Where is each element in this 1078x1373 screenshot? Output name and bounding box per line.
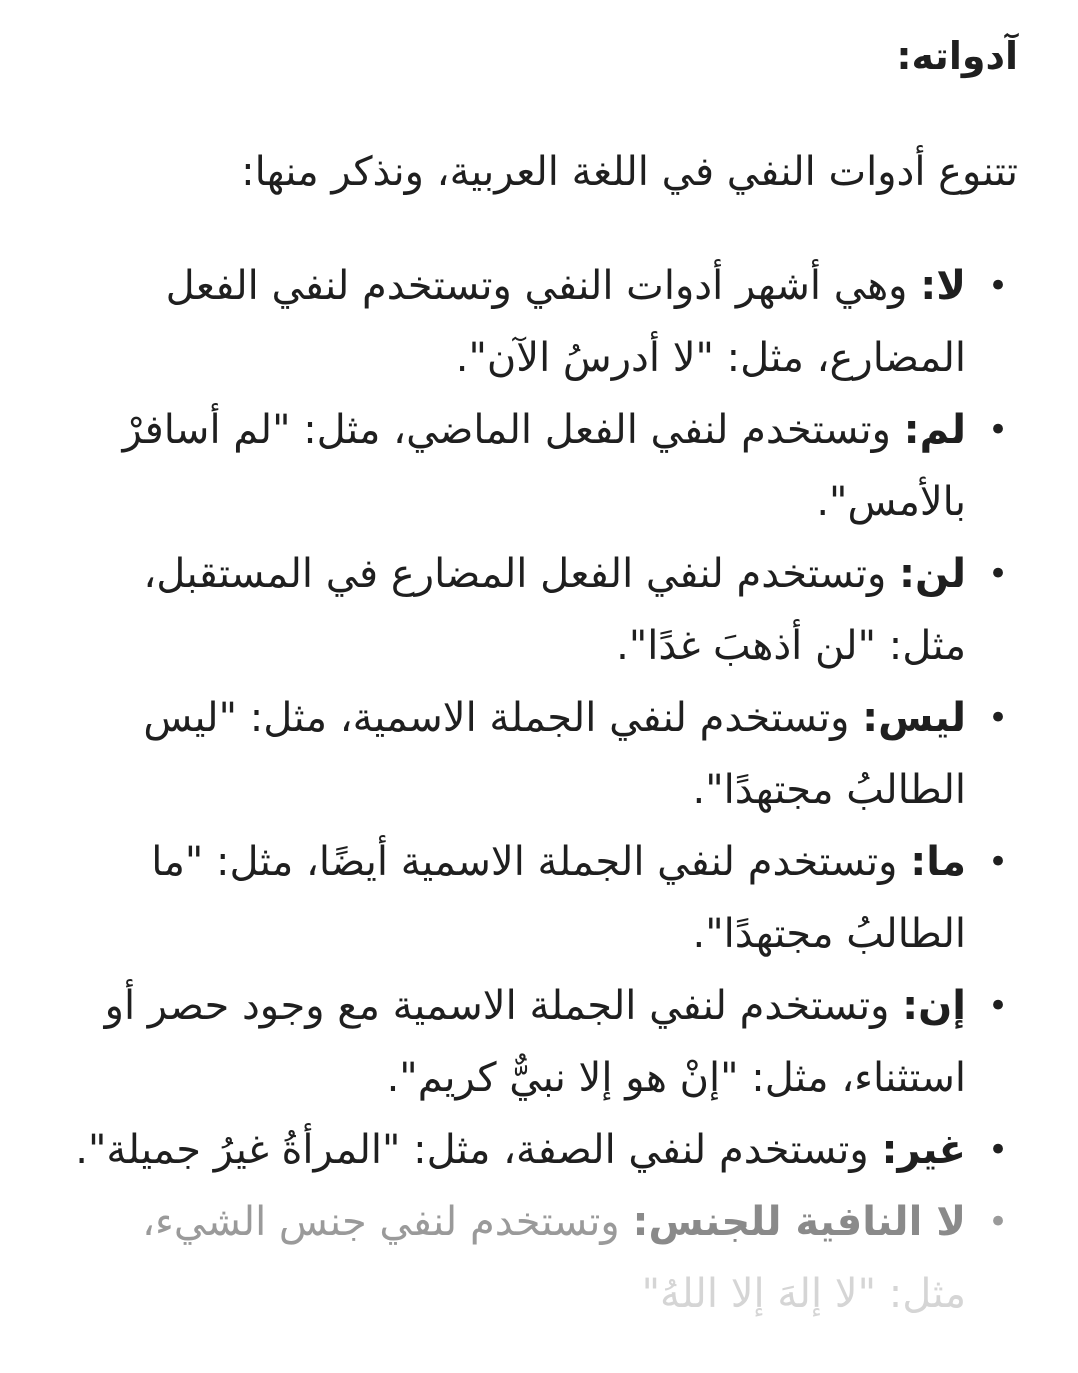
- item-text: وتستخدم لنفي الجملة الاسمية مع وجود حصر أو استثناء، مثل: "إنْ هو إلا نبيٌّ كريم".: [104, 983, 966, 1101]
- list-item-continuation: [60, 1258, 1018, 1330]
- bullet-icon: •: [987, 842, 1009, 882]
- item-term: إن:: [902, 983, 966, 1029]
- list-item: [60, 394, 1018, 538]
- item-term: لا:: [920, 263, 966, 309]
- list-item: [60, 1114, 1018, 1186]
- bullet-icon: •: [987, 986, 1009, 1026]
- article-content: [60, 0, 1018, 1330]
- item-text-cut: مثل: "لا إلهَ إلا اللهُ": [641, 1271, 966, 1317]
- item-term: غير:: [881, 1127, 966, 1173]
- item-text: وتستخدم لنفي الفعل الماضي، مثل: "لم أسافرْ بالأمس".: [122, 407, 966, 525]
- bullet-icon: •: [987, 410, 1009, 450]
- list-item: [60, 1186, 1018, 1258]
- item-term: لن:: [898, 551, 966, 597]
- section-heading: آدواته:: [896, 34, 1018, 78]
- item-term: ليس:: [862, 695, 966, 741]
- bullet-icon: •: [987, 1130, 1009, 1170]
- negation-tools-list: [60, 250, 1018, 1330]
- bullet-icon: •: [987, 554, 1009, 594]
- item-term: لا النافية للجنس:: [632, 1199, 966, 1245]
- list-item: [60, 826, 1018, 970]
- item-text: وتستخدم لنفي الفعل المضارع في المستقبل، مثل: "لن أذهبَ غدًا".: [143, 551, 966, 669]
- intro-paragraph: تتنوع أدوات النفي في اللغة العربية، ونذكر منها:: [241, 149, 1018, 195]
- list-item: [60, 538, 1018, 682]
- bullet-icon: •: [987, 1202, 1009, 1242]
- item-text: وتستخدم لنفي الصفة، مثل: "المرأةُ غيرُ جميلة".: [75, 1127, 882, 1173]
- list-item: [60, 682, 1018, 826]
- item-text: وتستخدم لنفي الجملة الاسمية أيضًا، مثل: "ما الطالبُ مجتهدًا".: [151, 839, 966, 957]
- item-text: وتستخدم لنفي جنس الشيء،: [142, 1199, 633, 1245]
- list-item: [60, 250, 1018, 394]
- bullet-icon: •: [987, 698, 1009, 738]
- bullet-icon: •: [987, 266, 1009, 306]
- list-item: [60, 970, 1018, 1114]
- item-term: ما:: [910, 839, 966, 885]
- item-term: لم:: [903, 407, 966, 453]
- item-text: وهي أشهر أدوات النفي وتستخدم لنفي الفعل المضارع، مثل: "لا أدرسُ الآن".: [165, 263, 966, 381]
- item-text: وتستخدم لنفي الجملة الاسمية، مثل: "ليس الطالبُ مجتهدًا".: [143, 695, 966, 813]
